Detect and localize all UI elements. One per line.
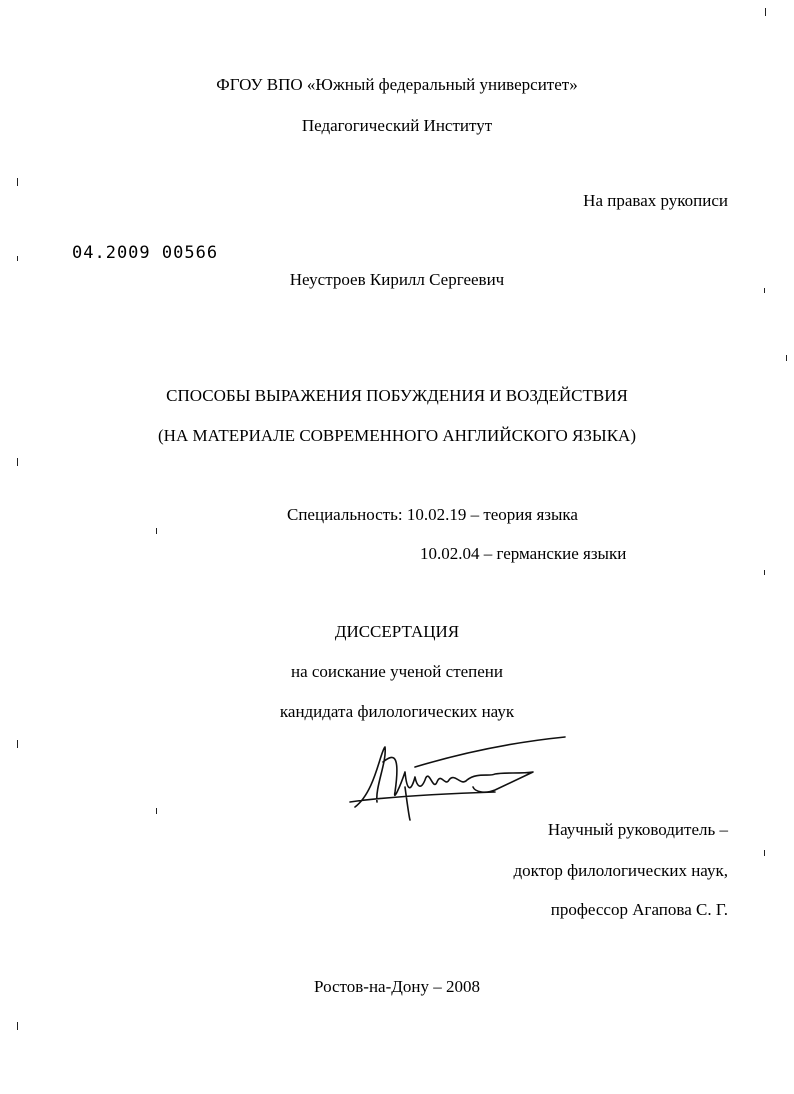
scan-mark [764, 850, 765, 856]
supervisor-role: Научный руководитель – [547, 820, 728, 839]
scan-mark [17, 458, 18, 466]
document-type: ДИССЕРТАЦИЯ [334, 622, 460, 641]
scan-mark [17, 740, 18, 748]
manuscript-note: На правах рукописи [583, 191, 728, 210]
author-name: Неустроев Кирилл Сергеевич [289, 270, 505, 289]
title-line-1: СПОСОБЫ ВЫРАЖЕНИЯ ПОБУЖДЕНИЯ И ВОЗДЕЙСТВИЯ [166, 386, 628, 405]
city-year: Ростов-на-Дону – 2008 [314, 977, 480, 996]
author-signature [345, 732, 570, 822]
scan-mark [17, 178, 18, 186]
institution-name: ФГОУ ВПО «Южный федеральный университет» [216, 75, 578, 94]
specialty-line-1: Специальность: 10.02.19 – теория языка [287, 505, 578, 524]
registration-number: 04.2009 00566 [72, 243, 219, 263]
scan-mark [17, 256, 18, 261]
supervisor-degree: доктор филологических наук, [513, 861, 728, 880]
scan-mark [764, 288, 765, 293]
scan-mark [786, 355, 787, 361]
scan-mark [17, 1022, 18, 1030]
supervisor-name: профессор Агапова С. Г. [550, 900, 728, 919]
scan-mark [156, 808, 157, 814]
degree-purpose: на соискание ученой степени [290, 662, 504, 681]
specialty-line-2: 10.02.04 – германские языки [420, 544, 627, 563]
institute-name: Педагогический Институт [301, 116, 493, 135]
scan-mark [156, 528, 157, 534]
degree-name: кандидата филологических наук [279, 702, 515, 721]
title-line-2: (НА МАТЕРИАЛЕ СОВРЕМЕННОГО АНГЛИЙСКОГО ЯЗЫКА) [158, 426, 636, 445]
scan-mark [765, 8, 766, 16]
scan-mark [764, 570, 765, 575]
